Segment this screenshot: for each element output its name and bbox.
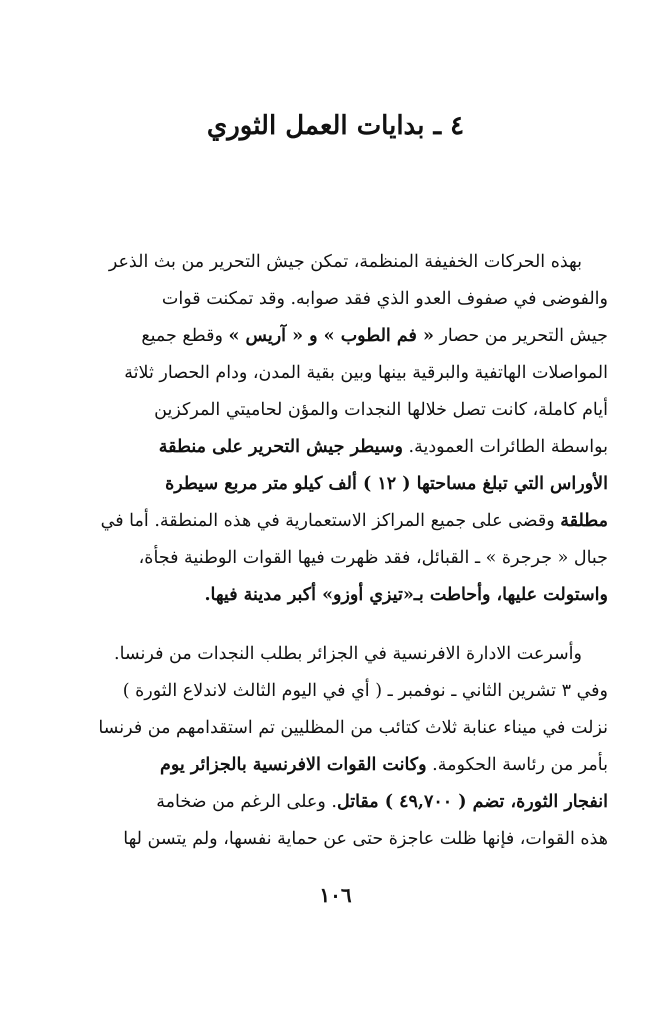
text-segment: جبال « جرجرة » ـ القبائل، فقد ظهرت فيها القوات الوطنية فجأة، <box>138 548 608 568</box>
text-line <box>64 821 608 858</box>
text-segment: المواصلات الهاتفية والبرقية بينها وبين بقية المدن، ودام الحصار ثلاثة <box>124 363 608 383</box>
paragraph-2 <box>64 636 608 858</box>
text-line <box>64 392 608 429</box>
text-segment: بهذه الحركات الخفيفة المنظمة، تمكن جيش التحرير من بث الذعر <box>108 252 582 272</box>
text-line <box>64 784 608 821</box>
text-segment: . وعلى الرغم من ضخامة <box>156 792 337 812</box>
text-line <box>64 710 608 747</box>
bold-text-segment: واستولت عليها، وأحاطت بـ«تيزي أوزو» أكبر مدينة فيها. <box>204 585 608 605</box>
text-line <box>64 673 608 710</box>
text-segment: نزلت في ميناء عنابة ثلاث كتائب من المظليين تم استقدامهم من فرنسا <box>98 718 608 738</box>
bold-text-segment: الأوراس التي تبلغ مساحتها ( ١٢ ) ألف كيلو متر مربع سيطرة <box>165 474 608 494</box>
text-segment: وأسرعت الادارة الافرنسية في الجزائر بطلب النجدات من فرنسا. <box>114 644 582 664</box>
text-line <box>64 281 608 318</box>
bold-text-segment: وكانت القوات الافرنسية بالجزائر يوم <box>160 755 427 775</box>
page-number: ١٠٦ <box>319 883 352 907</box>
text-line <box>64 636 608 673</box>
chapter-title: ٤ ـ بدايات العمل الثوري <box>206 111 465 141</box>
text-line <box>64 503 608 540</box>
text-segment: أيام كاملة، كانت تصل خلالها النجدات والمؤن لحاميتي المركزين <box>154 400 608 420</box>
text-segment: والفوضى في صفوف العدو الذي فقد صوابه. وقد تمكنت قوات <box>161 289 608 309</box>
text-line <box>64 540 608 577</box>
paragraph-1 <box>64 244 608 614</box>
bold-text-segment: مطلقة <box>560 511 608 531</box>
text-segment: وفي ٣ تشرين الثاني ـ نوفمبر ـ ( أي في اليوم الثالث لاندلاع الثورة ) <box>122 681 608 701</box>
bold-text-segment: وسيطر جيش التحرير على منطقة <box>158 437 403 457</box>
text-line <box>64 747 608 784</box>
text-segment: هذه القوات، فإنها ظلت عاجزة حتى عن حماية نفسها، ولم يتسن لها <box>123 829 608 849</box>
text-segment: بأمر من رئاسة الحكومة. <box>426 755 608 775</box>
text-segment: جيش التحرير من حصار <box>433 326 608 346</box>
text-line <box>64 429 608 466</box>
text-segment: وقطع جميع <box>141 326 229 346</box>
text-segment: وقضى على جميع المراكز الاستعمارية في هذه المنطقة. أما في <box>100 511 561 531</box>
text-line <box>64 318 608 355</box>
bold-text-segment: انفجار الثورة، تضم ( ٤٩,٧٠٠ ) مقاتل <box>336 792 608 812</box>
text-line <box>64 244 608 281</box>
text-line <box>64 466 608 503</box>
text-line <box>64 577 608 614</box>
bold-text-segment: « فم الطوب » و « آريس » <box>228 326 434 346</box>
text-segment: بواسطة الطائرات العمودية. <box>402 437 608 457</box>
text-line <box>64 355 608 392</box>
